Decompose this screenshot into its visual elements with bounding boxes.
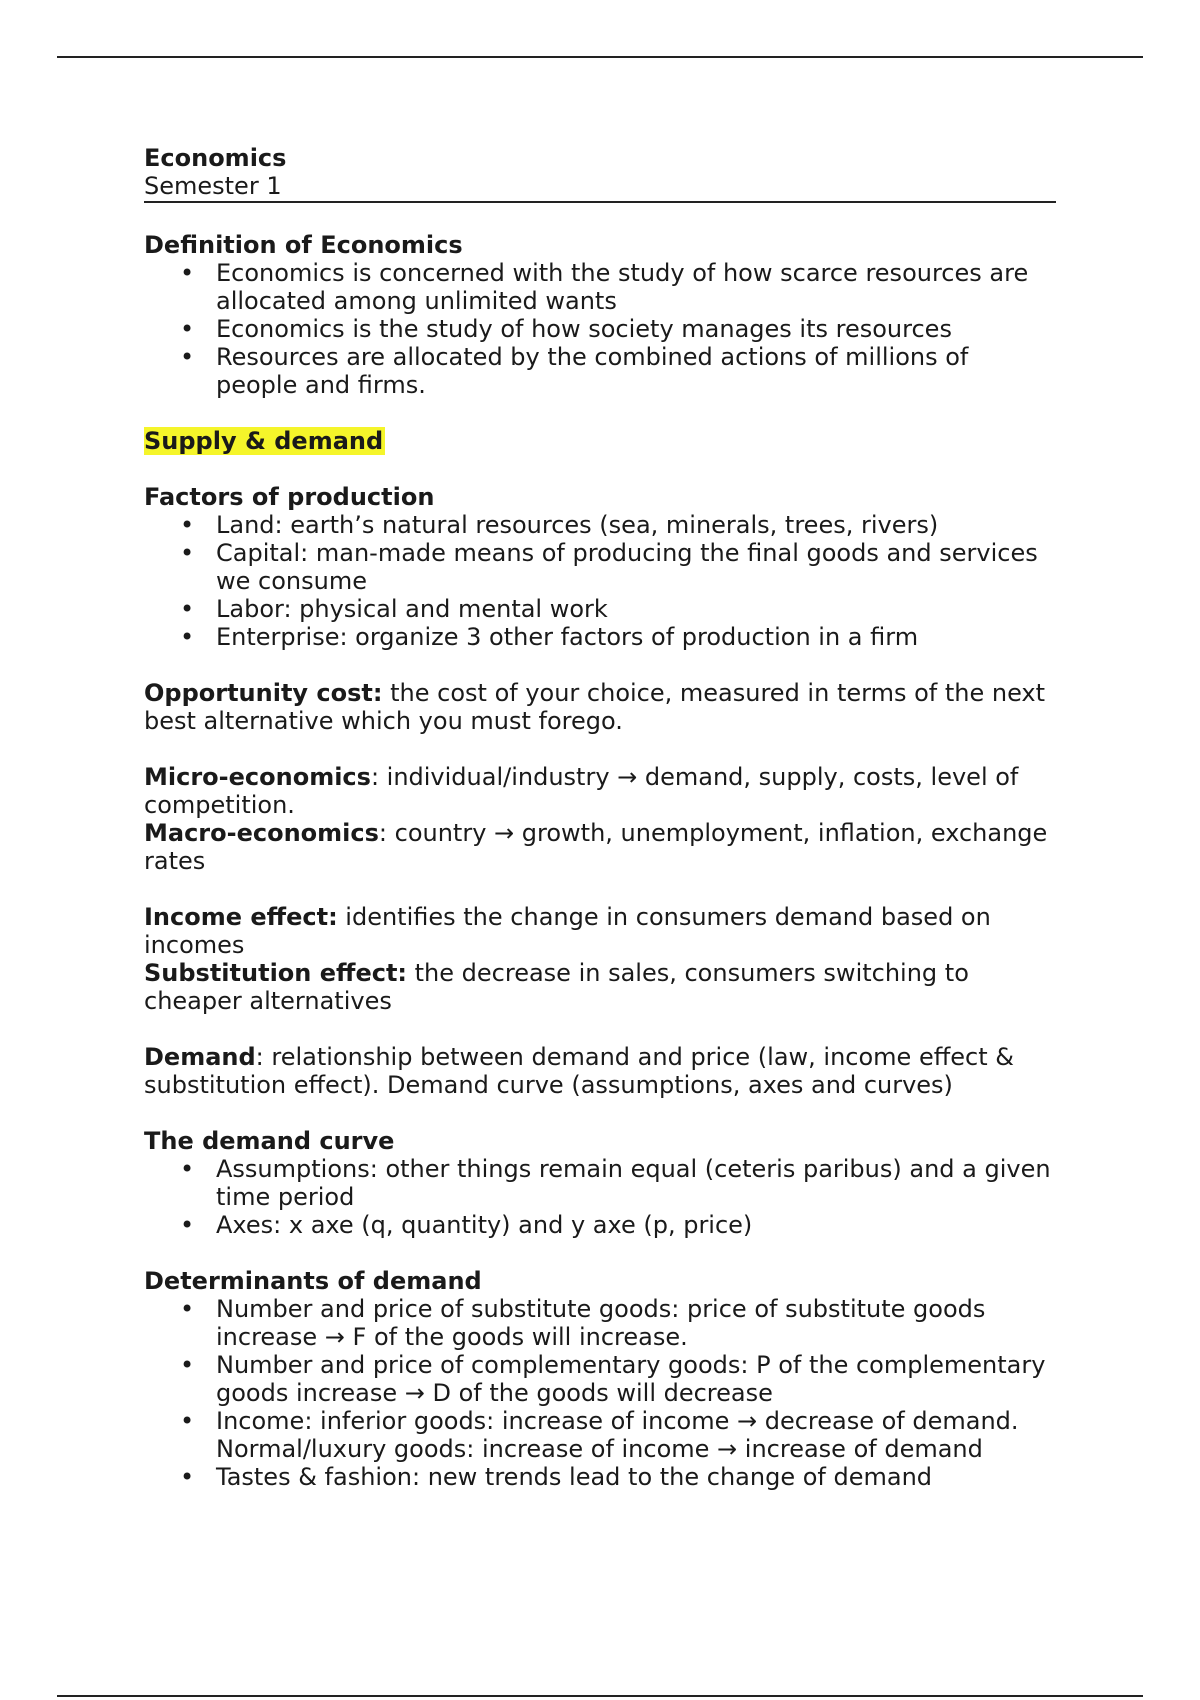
micro-economics-term: Micro-economics	[144, 763, 371, 791]
macro-economics-text: : country → growth, unemployment, inflation, exchange rates	[144, 819, 1048, 875]
demand-curve-list	[144, 1155, 1056, 1239]
demand-curve-heading: The demand curve	[144, 1127, 395, 1155]
substitution-effect-text: the decrease in sales, consumers switching to cheaper alternatives	[144, 959, 969, 1015]
spacer	[144, 875, 1056, 903]
factors-heading: Factors of production	[144, 483, 435, 511]
substitution-effect-term: Substitution effect:	[144, 959, 408, 987]
list-item: • Tastes & fashion: new trends lead to the change of demand	[144, 1463, 1056, 1491]
list-item: • Income: inferior goods: increase of income → decrease of demand. Normal/luxury goods: increase of income → increase of demand	[144, 1407, 1056, 1463]
substitution-effect-paragraph	[144, 959, 1056, 1015]
list-item: • Economics is the study of how society manages its resources	[144, 315, 1056, 343]
opportunity-cost-term: Opportunity cost:	[144, 679, 383, 707]
spacer	[144, 735, 1056, 763]
list-item: • Assumptions: other things remain equal (ceteris paribus) and a given time period	[144, 1155, 1056, 1211]
demand-text: : relationship between demand and price (law, income effect & substitution effect). Demand curve (assumptions, axes and curves)	[144, 1043, 1014, 1099]
top-page-rule	[57, 56, 1143, 58]
list-item: • Number and price of substitute goods: price of substitute goods increase → F of the goods will increase.	[144, 1295, 1056, 1351]
bottom-page-rule	[57, 1695, 1143, 1697]
list-item: • Enterprise: organize 3 other factors of production in a firm	[144, 623, 1056, 651]
list-item: • Number and price of complementary goods: P of the complementary goods increase → D of the goods will decrease	[144, 1351, 1056, 1407]
list-item: • Labor: physical and mental work	[144, 595, 1056, 623]
determinants-heading: Determinants of demand	[144, 1267, 482, 1295]
micro-economics-paragraph	[144, 763, 1056, 819]
supply-demand-highlight: Supply & demand	[144, 427, 384, 455]
income-effect-paragraph	[144, 903, 1056, 959]
list-item: • Resources are allocated by the combined actions of millions of people and firms.	[144, 343, 1056, 399]
spacer	[144, 455, 1056, 483]
macro-economics-paragraph	[144, 819, 1056, 875]
micro-economics-text: : individual/industry → demand, supply, costs, level of competition.	[144, 763, 1019, 819]
macro-economics-term: Macro-economics	[144, 819, 379, 847]
document-subtitle: Semester 1	[144, 172, 1056, 203]
spacer	[144, 651, 1056, 679]
opportunity-cost-text: the cost of your choice, measured in terms of the next best alternative which you must forego.	[144, 679, 1046, 735]
spacer	[144, 399, 1056, 427]
spacer	[144, 1015, 1056, 1043]
document-title: Economics	[144, 144, 287, 172]
definition-list	[144, 259, 1056, 399]
list-item: • Economics is concerned with the study of how scarce resources are allocated among unlimited wants	[144, 259, 1056, 315]
demand-paragraph	[144, 1043, 1056, 1099]
list-item: • Land: earth’s natural resources (sea, minerals, trees, rivers)	[144, 511, 1056, 539]
definition-heading: Definition of Economics	[144, 231, 463, 259]
opportunity-cost-paragraph	[144, 679, 1056, 735]
spacer	[144, 1239, 1056, 1267]
determinants-list	[144, 1295, 1056, 1491]
list-item: • Capital: man-made means of producing the final goods and services we consume	[144, 539, 1056, 595]
document-body	[144, 144, 1056, 1491]
income-effect-text: identifies the change in consumers demand based on incomes	[144, 903, 991, 959]
demand-term: Demand	[144, 1043, 256, 1071]
factors-list	[144, 511, 1056, 651]
income-effect-term: Income effect:	[144, 903, 338, 931]
list-item: • Axes: x axe (q, quantity) and y axe (p, price)	[144, 1211, 1056, 1239]
spacer	[144, 203, 1056, 231]
spacer	[144, 1099, 1056, 1127]
